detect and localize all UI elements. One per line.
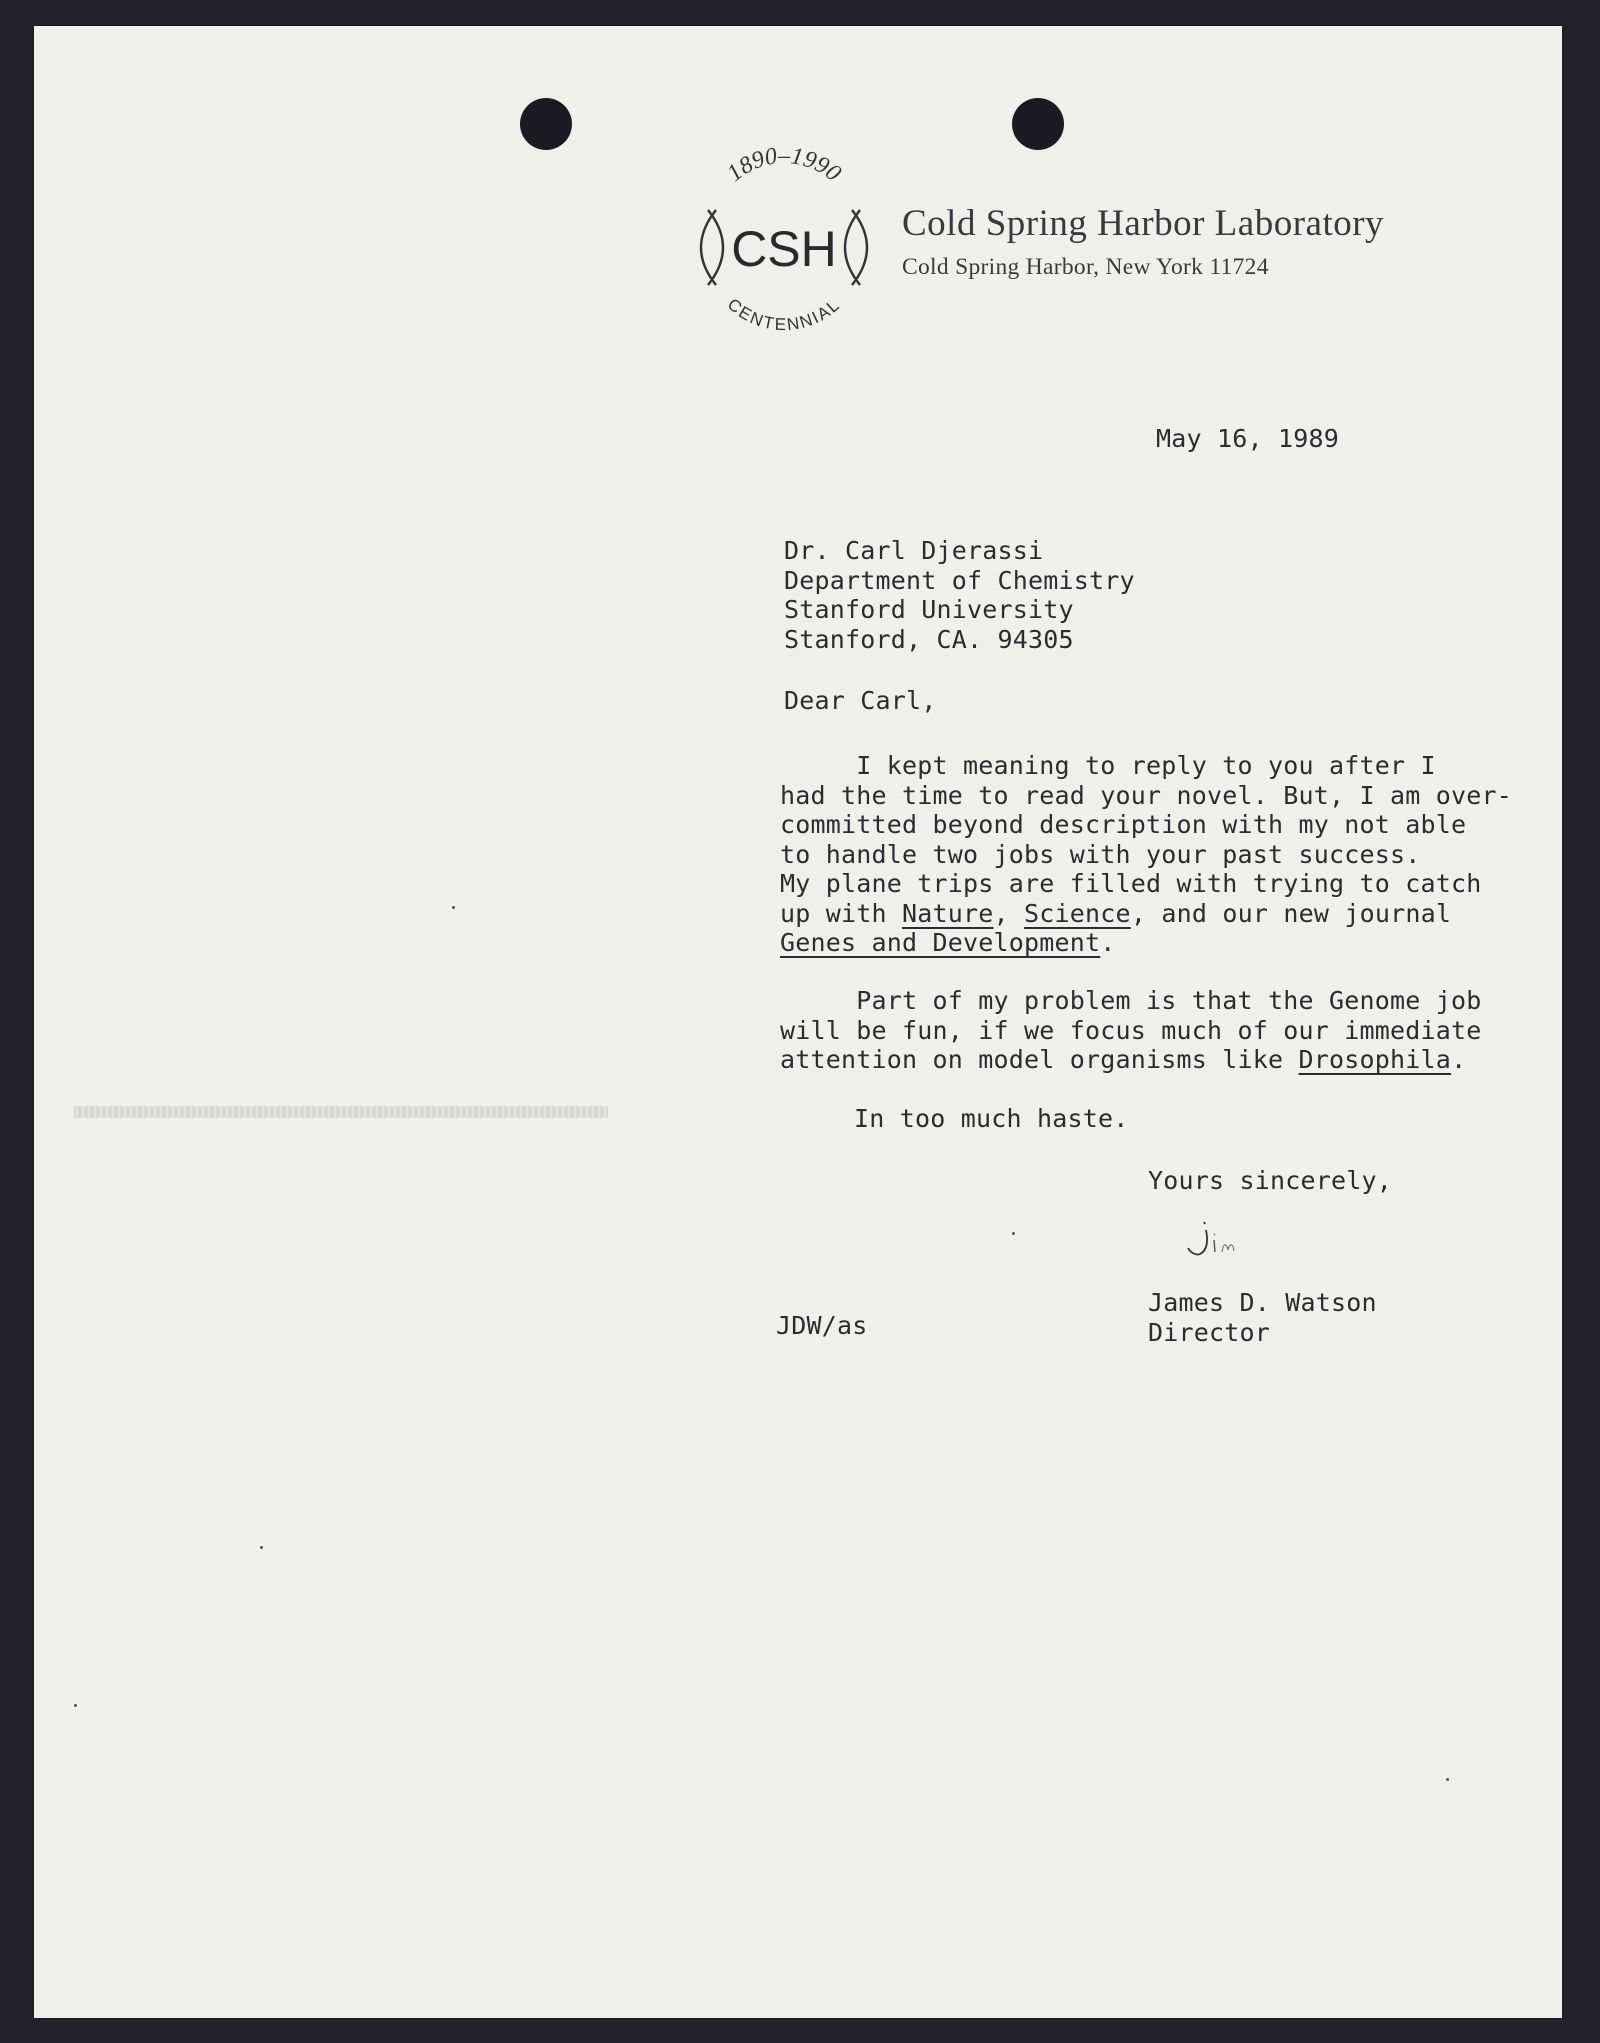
recipient-line-1: Dr. Carl Djerassi bbox=[784, 536, 1044, 565]
letter-page bbox=[34, 26, 1562, 2018]
scan-speck bbox=[452, 906, 455, 909]
logo-csh-text: CSH bbox=[731, 221, 837, 277]
scan-speck bbox=[74, 1704, 77, 1707]
p1-line-6-comma: , bbox=[993, 898, 1025, 928]
punch-hole-left bbox=[520, 98, 572, 150]
recipient-line-2: Department of Chemistry bbox=[784, 565, 1135, 595]
logo-years-text: 1890–1990 bbox=[722, 143, 846, 187]
scan-speck bbox=[260, 1546, 263, 1549]
journal-genes-and-development: Genes and Development bbox=[780, 928, 1101, 957]
letterhead-org-name: Cold Spring Harbor Laboratory bbox=[902, 203, 1385, 244]
punch-hole-right bbox=[1012, 98, 1064, 150]
p1-line-5: My plane trips are filled with trying to catch bbox=[780, 869, 1482, 898]
closing: Yours sincerely, bbox=[1148, 1166, 1393, 1195]
letter-date: May 16, 1989 bbox=[1156, 424, 1340, 453]
scan-smudge bbox=[74, 1106, 608, 1118]
csh-centennial-logo bbox=[674, 140, 894, 350]
signer-block bbox=[1148, 1288, 1377, 1347]
p2-line-2: will be fun, if we focus much of our immediate bbox=[780, 1015, 1482, 1045]
signer-title: Director bbox=[1148, 1317, 1271, 1347]
recipient-line-3: Stanford University bbox=[784, 595, 1074, 624]
p1-line-6-end: , and our new journal bbox=[1130, 898, 1452, 928]
p2-line-1: Part of my problem is that the Genome job bbox=[780, 986, 1482, 1015]
p2-line-3-end: . bbox=[1451, 1045, 1467, 1074]
p1-line-3: committed beyond description with my not able bbox=[780, 810, 1467, 839]
recipient-line-4: Stanford, CA. 94305 bbox=[784, 624, 1074, 654]
typist-initials: JDW/as bbox=[776, 1311, 868, 1340]
paragraph-3: In too much haste. bbox=[854, 1104, 1129, 1133]
journal-science: Science bbox=[1024, 898, 1131, 928]
paragraph-2 bbox=[780, 986, 1482, 1075]
recipient-address bbox=[784, 536, 1135, 654]
svg-text:1890–1990 bbox=[722, 143, 845, 187]
handwritten-signature bbox=[1186, 1218, 1286, 1268]
p1-line-7-end: . bbox=[1100, 928, 1116, 957]
logo-centennial-text: CENTENNIAL bbox=[723, 294, 845, 335]
p1-line-1: I kept meaning to reply to you after I bbox=[780, 751, 1436, 780]
scan-speck bbox=[1012, 1232, 1015, 1235]
salutation: Dear Carl, bbox=[784, 686, 937, 715]
p1-line-4: to handle two jobs with your past success. bbox=[780, 839, 1421, 869]
p2-line-3-start: attention on model organisms like bbox=[780, 1045, 1299, 1074]
journal-nature: Nature bbox=[902, 898, 994, 928]
svg-text:CENTENNIAL bbox=[724, 295, 844, 335]
paragraph-1 bbox=[780, 751, 1512, 958]
signer-name: James D. Watson bbox=[1148, 1288, 1377, 1317]
letterhead-org-address: Cold Spring Harbor, New York 11724 bbox=[902, 254, 1269, 280]
organism-drosophila: Drosophila bbox=[1298, 1045, 1452, 1074]
scan-speck bbox=[1446, 1778, 1449, 1781]
p1-line-6-start: up with bbox=[780, 898, 903, 928]
p1-line-2: had the time to read your novel. But, I am over- bbox=[780, 780, 1513, 810]
